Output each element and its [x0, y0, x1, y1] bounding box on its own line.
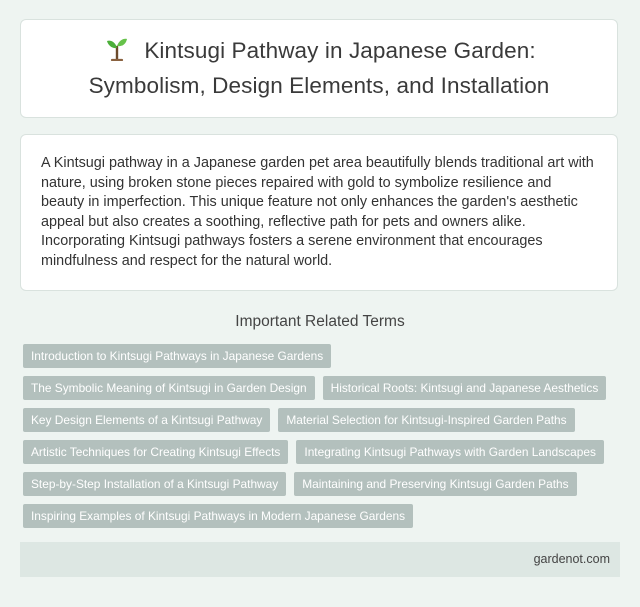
term-link[interactable]: Material Selection for Kintsugi-Inspired Garden Paths — [278, 408, 574, 432]
term-row — [23, 344, 623, 368]
term-link[interactable]: Key Design Elements of a Kintsugi Pathway — [23, 408, 270, 432]
footer-site-link[interactable]: gardenot.com — [533, 552, 610, 566]
term-row — [23, 472, 623, 496]
term-link[interactable]: Introduction to Kintsugi Pathways in Japanese Gardens — [23, 344, 331, 368]
sprout-icon — [102, 37, 132, 70]
footer — [20, 542, 620, 577]
term-link[interactable]: The Symbolic Meaning of Kintsugi in Garden Design — [23, 376, 315, 400]
title-line-2: Symbolism, Design Elements, and Installation — [88, 73, 550, 98]
title-card — [20, 19, 618, 118]
term-row — [23, 376, 623, 400]
title-line-1: Kintsugi Pathway in Japanese Garden: — [144, 38, 536, 63]
term-row — [23, 408, 623, 432]
term-row — [23, 440, 623, 464]
page-title — [89, 35, 550, 102]
summary-card — [20, 134, 618, 291]
term-link[interactable]: Artistic Techniques for Creating Kintsugi Effects — [23, 440, 288, 464]
term-link[interactable]: Inspiring Examples of Kintsugi Pathways in Modern Japanese Gardens — [23, 504, 413, 528]
term-link[interactable]: Integrating Kintsugi Pathways with Garden Landscapes — [296, 440, 604, 464]
related-terms-heading: Important Related Terms — [235, 313, 405, 330]
summary-text: A Kintsugi pathway in a Japanese garden pet area beautifully blends traditional art with nature, using broken stone pieces repaired with gold to symbolize resilience and beauty in imperfection. This unique feature not only enhances the garden's aesthetic appeal but also creates a soothing, reflective path for pets and owners alike. Incorporating Kintsugi pathways fosters a serene environment that encourages mindfulness and respect for the natural world. — [41, 155, 594, 269]
term-link[interactable]: Maintaining and Preserving Kintsugi Garden Paths — [294, 472, 576, 496]
term-link[interactable]: Step-by-Step Installation of a Kintsugi Pathway — [23, 472, 286, 496]
term-row — [23, 504, 623, 528]
related-terms-list — [23, 344, 623, 536]
term-link[interactable]: Historical Roots: Kintsugi and Japanese Aesthetics — [323, 376, 607, 400]
